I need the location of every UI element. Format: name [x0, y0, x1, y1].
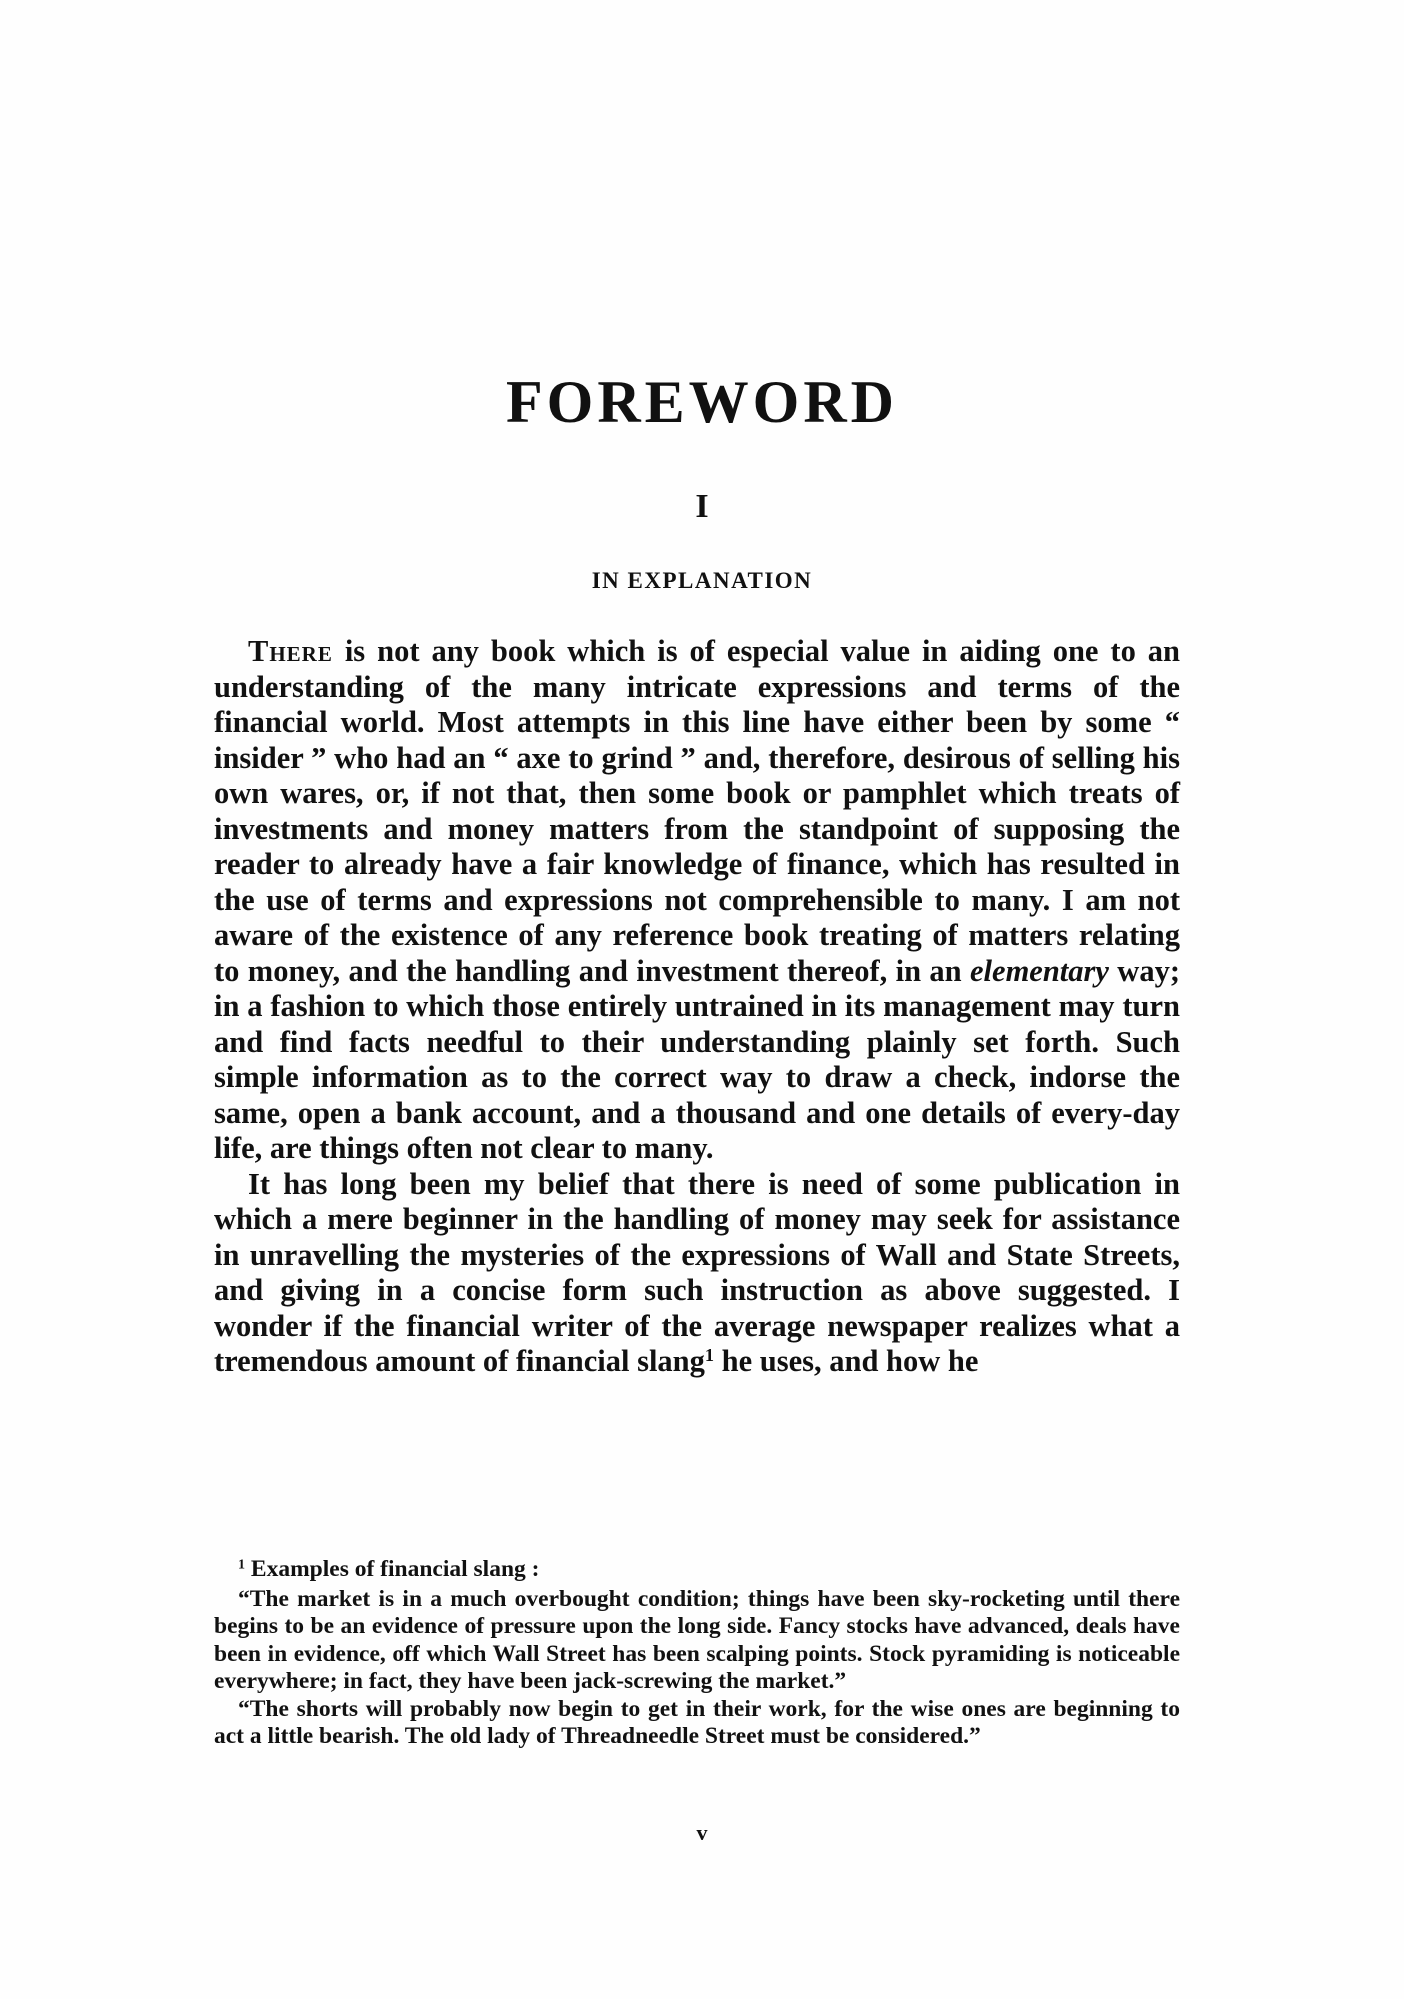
paragraph-1-text-a: is not any book which is of especial value in aiding one to an understanding of the many intricate expressions and terms of the financial world. Most attempts in this line have either been by some “ insider ” who had an “ axe to grind ” and, therefore, desirous of selling his own wares, or, if not that, then some book or pamphlet which treats of investments and money matters from the standpoint of supposing the reader to already have a fair knowledge of finance, which has resulted in the use of terms and expressions not comprehensible to many. I am not aware of the existence of any reference book treating of matters relating to money, and the handling and investment thereof, in an	[214, 634, 1180, 988]
paragraph-2-text-a: It has long been my belief that there is need of some publication in which a mere beginner in the handling of money may seek for assistance in unravelling the mysteries of the expressions of Wall and State Streets, and giving in a concise form such instruction as above suggested. I wonder if the financial writer of the average newspaper realizes what a tremendous amount of financial slang	[214, 1166, 1180, 1378]
body-text	[214, 634, 1180, 1380]
emphasis-word: elementary	[970, 953, 1109, 988]
section-title: IN EXPLANATION	[591, 568, 813, 593]
footnotes	[214, 1556, 1180, 1751]
footnote-reference: 1	[704, 1344, 715, 1365]
paragraph-2-text-b: he uses, and how he	[714, 1344, 979, 1378]
footnote-quote-1: “The market is in a much overbought condition; things have been sky-rocketing until there begins to be an evidence of pressure upon the long side. Fancy stocks have advanced, deals have been in evidence, off which Wall Street has been scalping points. Stock pyramiding is noticeable everywhere; in fact, they have been jack-screwing the market.”	[214, 1585, 1180, 1694]
page-number: v	[696, 1820, 708, 1845]
paragraph-1	[214, 634, 1180, 1167]
footnote-heading	[214, 1556, 1180, 1584]
footnote-marker: 1	[238, 1556, 246, 1573]
footnote-quote-2: “The shorts will probably now begin to get in their work, for the wise ones are beginning to act a little bearish. The old lady of Threadneedle Street must be considered.”	[214, 1695, 1180, 1749]
paragraph-lead-word: There	[248, 634, 333, 668]
paragraph-2	[214, 1167, 1180, 1380]
page-title: FOREWORD	[506, 369, 898, 435]
section-numeral: I	[695, 488, 709, 525]
footnote-heading-text: Examples of financial slang :	[250, 1556, 540, 1582]
paragraph-1-text-b: way; in a fashion to which those entirely untrained in its management may turn and find facts needful to their understanding plainly set forth. Such simple information as to the correct way to draw a check, indorse the same, open a bank account, and a thousand and one details of every-day life, are things often not clear to many.	[214, 953, 1180, 1165]
